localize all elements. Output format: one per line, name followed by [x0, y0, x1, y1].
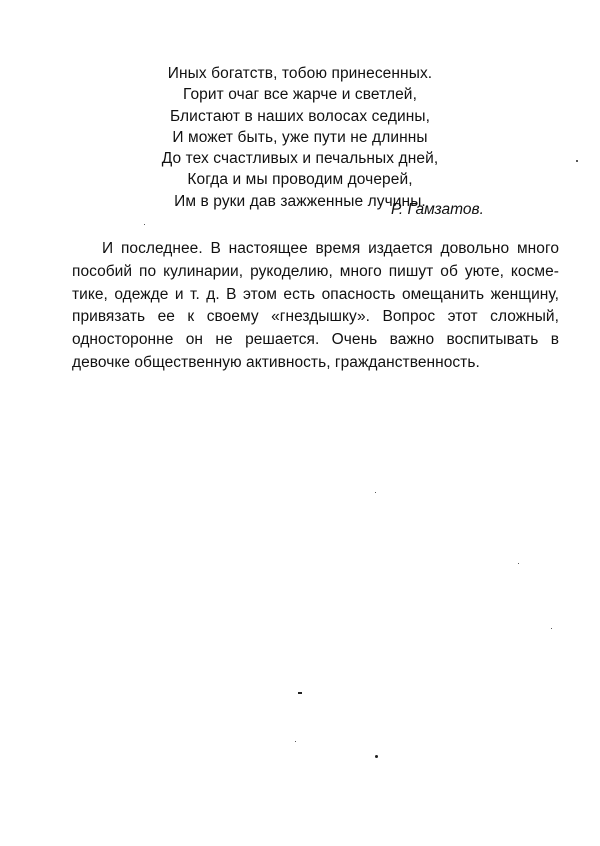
scan-speck	[375, 492, 376, 493]
poem-line: Горит очаг все жарче и светлей,	[183, 86, 417, 104]
poem-line: Когда и мы проводим дочерей,	[187, 171, 413, 189]
poem-line: Иных богатств, тобою принесенных.	[167, 65, 433, 82]
poem-line: Блистают в наших волосах седины,	[169, 107, 431, 125]
prose-paragraph	[72, 238, 559, 375]
scan-speck	[551, 628, 552, 629]
poem-attribution: Р. Гамзатов.	[391, 201, 484, 218]
poem-block	[0, 63, 600, 212]
paragraph-line: девочке общественную активность, гражданственность.	[72, 353, 480, 371]
paragraph-line: односторонне он не решается. Очень важно воспитывать в	[72, 331, 559, 349]
paragraph-line: тике, одежде и т. д. В этом есть опасность омещанить женщину,	[72, 285, 559, 303]
scan-speck	[518, 563, 519, 564]
poem-line: Им в руки дав зажженные лучины.	[174, 192, 426, 210]
paragraph-line: И последнее. В настоящее время издается довольно много	[102, 240, 559, 257]
paragraph-line: пособий по кулинарии, рукоделию, много пишут об уюте, косме-	[72, 262, 559, 280]
scan-speck	[144, 224, 145, 225]
scan-speck	[375, 755, 378, 758]
poem-line: И может быть, уже пути не длинны	[172, 128, 428, 146]
scan-speck	[576, 160, 578, 162]
scan-speck	[295, 741, 296, 742]
poem-line: До тех счастливых и печальных дней,	[161, 150, 439, 168]
scan-speck	[298, 692, 302, 694]
paragraph-line: привязать ее к своему «гнездышку». Вопрос этот сложный,	[72, 308, 559, 326]
